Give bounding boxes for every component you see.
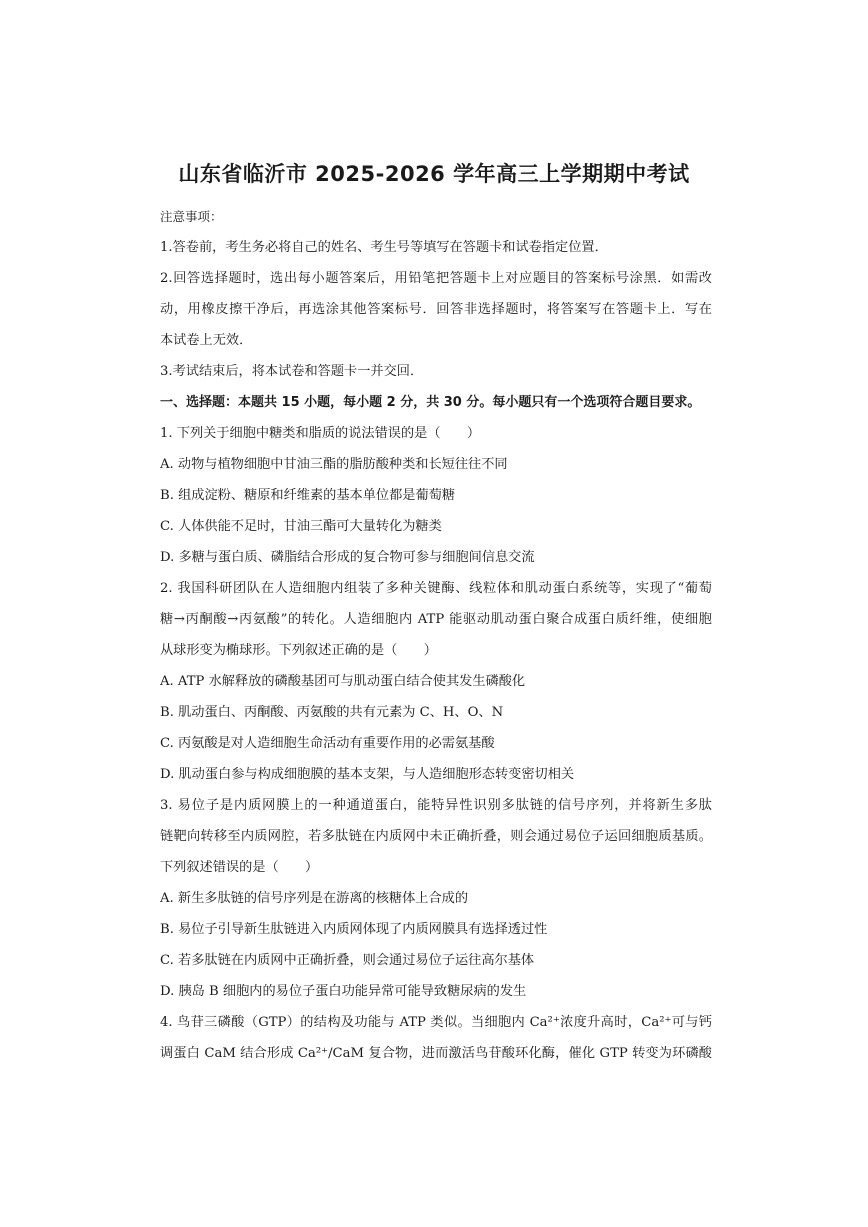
question-3-option-a: A. 新生多肽链的信号序列是在游离的核糖体上合成的 [160, 891, 469, 906]
question-3-option-c: C. 若多肽链在内质网中正确折叠，则会通过易位子运往高尔基体 [160, 953, 535, 968]
question-2-stem-line-1: 2. 我国科研团队在人造细胞内组装了多种关键酶、线粒体和肌动蛋白系统等，实现了“葡萄 [160, 581, 712, 596]
notice-item-2-line-3: 本试卷上无效． [160, 333, 253, 348]
question-4-stem-line-1: 4. 鸟苷三磷酸（GTP）的结构及功能与 ATP 类似。当细胞内 Ca²⁺浓度升高时，Ca²⁺可与钙 [160, 1015, 712, 1030]
question-2-option-c: C. 丙氨酸是对人造细胞生命活动有重要作用的必需氨基酸 [160, 736, 495, 751]
question-3-option-d: D. 胰岛 B 细胞内的易位子蛋白功能异常可能导致糖尿病的发生 [160, 984, 527, 999]
question-3-stem-line-1: 3. 易位子是内质网膜上的一种通道蛋白，能特异性识别多肽链的信号序列，并将新生多肽 [160, 798, 712, 813]
notice-item-2-line-1: 2.回答选择题时，选出每小题答案后，用铅笔把答题卡上对应题目的答案标号涂黑．如需改 [160, 271, 712, 286]
question-3-stem-line-2: 链靶向转移至内质网腔，若多肽链在内质网中未正确折叠，则会通过易位子运回细胞质基质。 [160, 829, 712, 844]
question-2-stem-line-3: 从球形变为椭球形。下列叙述正确的是（ ） [160, 643, 437, 658]
notice-item-1: 1.答卷前，考生务必将自己的姓名、考生号等填写在答题卡和试卷指定位置． [160, 240, 608, 255]
question-2-stem-line-2: 糖→丙酮酸→丙氨酸”的转化。人造细胞内 ATP 能驱动肌动蛋白聚合成蛋白质纤维，使细胞 [160, 612, 712, 627]
question-1-option-c: C. 人体供能不足时，甘油三酯可大量转化为糖类 [160, 519, 442, 534]
question-2-option-b: B. 肌动蛋白、丙酮酸、丙氨酸的共有元素为 C、H、O、N [160, 705, 504, 720]
question-1-option-d: D. 多糖与蛋白质、磷脂结合形成的复合物可参与细胞间信息交流 [160, 550, 535, 565]
question-3-option-b: B. 易位子引导新生肽链进入内质网体现了内质网膜具有选择透过性 [160, 922, 548, 937]
notice-item-3: 3.考试结束后，将本试卷和答题卡一并交回． [160, 364, 424, 379]
section-heading-choice: 一、选择题：本题共 15 小题，每小题 2 分，共 30 分。每小题只有一个选项符合题目要求。 [160, 395, 701, 410]
question-2-option-a: A. ATP 水解释放的磷酸基团可与肌动蛋白结合使其发生磷酸化 [160, 674, 526, 689]
question-1-option-b: B. 组成淀粉、糖原和纤维素的基本单位都是葡萄糖 [160, 488, 456, 503]
question-4-stem-line-2: 调蛋白 CaM 结合形成 Ca²⁺/CaM 复合物，进而激活鸟苷酸环化酶，催化 GTP 转变为环磷酸 [160, 1046, 712, 1061]
exam-content [160, 201, 712, 1069]
notice-item-2-line-2: 动，用橡皮擦干净后，再选涂其他答案标号．回答非选择题时，将答案写在答题卡上．写在 [160, 302, 712, 317]
question-1-option-a: A. 动物与植物细胞中甘油三酯的脂肪酸种类和长短往往不同 [160, 457, 508, 472]
exam-title: 山东省临沂市 2025-2026 学年高三上学期期中考试 [178, 162, 690, 186]
notice-heading: 注意事项： [160, 209, 223, 224]
question-3-stem-line-3: 下列叙述错误的是（ ） [160, 860, 319, 875]
question-1-stem: 1. 下列关于细胞中糖类和脂质的说法错误的是（ ） [160, 426, 481, 441]
question-2-option-d: D. 肌动蛋白参与构成细胞膜的基本支架，与人造细胞形态转变密切相关 [160, 767, 575, 782]
